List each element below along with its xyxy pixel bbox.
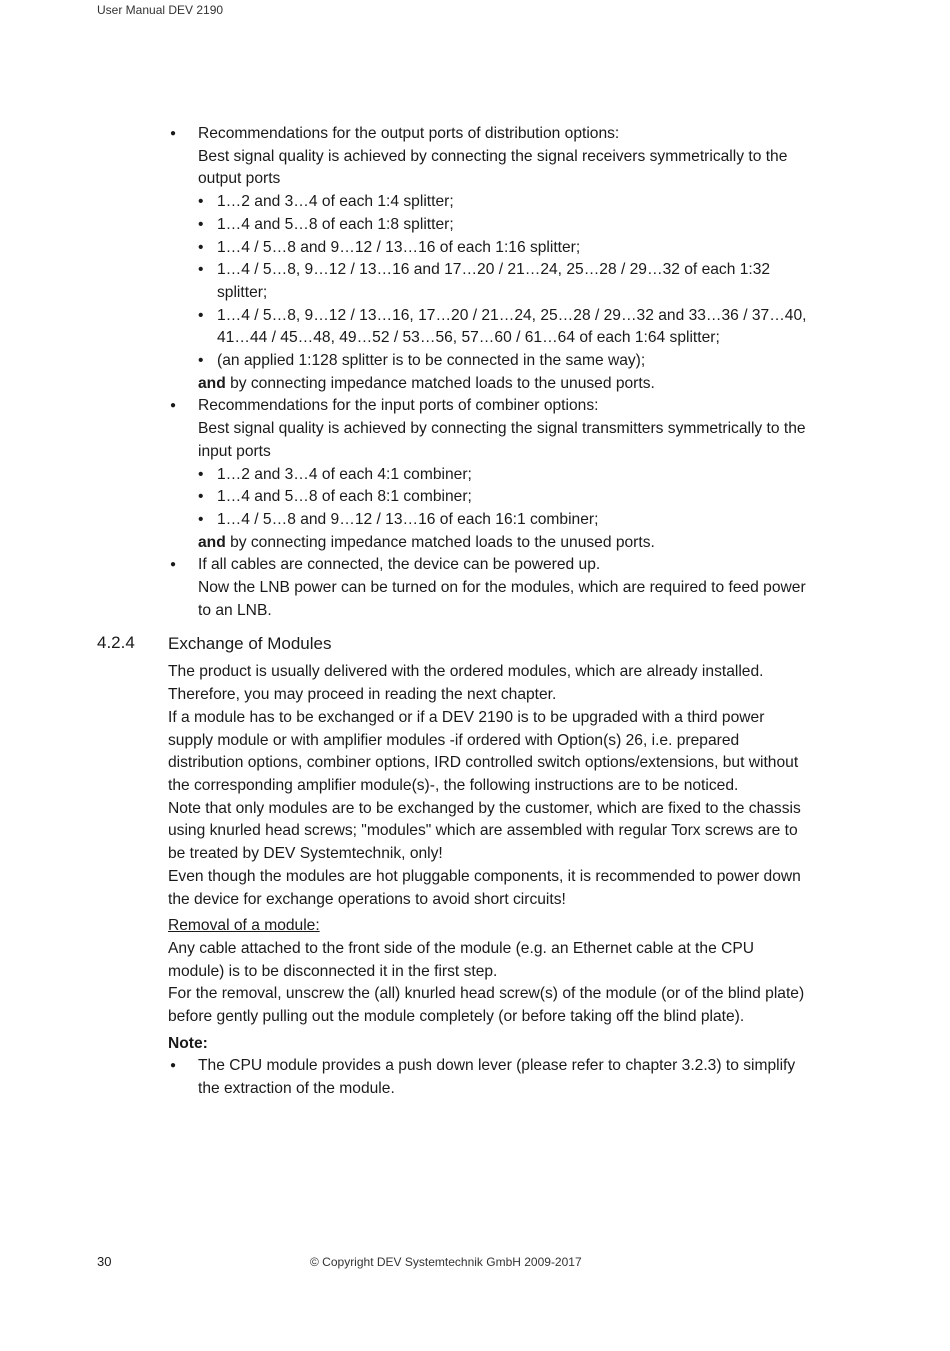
- section-title: Exchange of Modules: [168, 634, 332, 654]
- sub-item: • 1…4 and 5…8 of each 8:1 combiner;: [198, 486, 808, 509]
- item-lead: ● If all cables are connected, the device can be powered up.: [198, 556, 601, 574]
- paragraph: Even though the modules are hot pluggable components, it is recommended to power down the device for exchange operations to avoid short circuits!: [168, 867, 801, 908]
- item-and-line: [198, 373, 808, 396]
- sub-item: • 1…4 and 5…8 of each 1:8 splitter;: [198, 214, 808, 237]
- item-description: Best signal quality is achieved by connecting the signal receivers symmetrically to the output ports: [198, 147, 788, 188]
- splitter-sublist: [198, 191, 808, 373]
- running-header: User Manual DEV 2190: [97, 3, 224, 17]
- sub-item: • 1…4 / 5…8 and 9…12 / 13…16 of each 1:16 splitter;: [198, 237, 808, 260]
- and-bold: and: [198, 374, 226, 392]
- sub-item: • 1…2 and 3…4 of each 1:4 splitter;: [198, 191, 808, 214]
- sub-item: • 1…2 and 3…4 of each 4:1 combiner;: [198, 464, 808, 487]
- item-lead: ● Recommendations for the input ports of combiner options:: [198, 397, 599, 415]
- section-number: 4.2.4: [97, 633, 135, 653]
- item-description: Now the LNB power can be turned on for the modules, which are required to feed power to an LNB.: [198, 579, 806, 619]
- item-and-line: [198, 532, 808, 555]
- item-lead: ● Recommendations for the output ports of distribution options:: [198, 125, 620, 142]
- paragraph: For the removal, unscrew the (all) knurled head screw(s) of the module (or of the blind plate) before gently pulling out the module completely (or before taking off the blind plate).: [168, 985, 805, 1026]
- combiner-sublist: [198, 464, 808, 532]
- list-item-output-ports: [168, 123, 808, 395]
- list-item-input-ports: [168, 395, 808, 554]
- section-exchange-of-modules: [97, 632, 808, 1100]
- and-rest: by connecting impedance matched loads to the unused ports.: [225, 533, 655, 551]
- note-item: ● The CPU module provides a push down lever (please refer to chapter 3.2.3) to simplify the extraction of the module.: [168, 1055, 808, 1100]
- recommendation-list: [168, 123, 808, 622]
- and-bold: and: [198, 533, 226, 551]
- copyright-notice: © Copyright DEV Systemtechnik GmbH 2009-2017: [310, 1255, 582, 1269]
- and-rest: by connecting impedance matched loads to the unused ports.: [225, 374, 655, 392]
- sub-item: • 1…4 / 5…8 and 9…12 / 13…16 of each 16:1 combiner;: [198, 509, 808, 532]
- removal-heading: Removal of a module:: [168, 917, 320, 935]
- paragraph: If a module has to be exchanged or if a DEV 2190 is to be upgraded with a third power supply module or with amplifier modules -if ordered with Option(s) 26, i.e. prepared distribution options, combiner options, IRD controlled switch options/extensions, but without the corresponding amplifier module(s)-, the following instructions are to be noticed.: [168, 708, 799, 794]
- page-number: 30: [97, 1254, 112, 1269]
- item-description: Best signal quality is achieved by connecting the signal transmitters symmetrically to the input ports: [198, 420, 806, 460]
- sub-item: • (an applied 1:128 splitter is to be connected in the same way);: [198, 350, 808, 373]
- sub-item: • 1…4 / 5…8, 9…12 / 13…16, 17…20 / 21…24, 25…28 / 29…32 and 33…36 / 37…40, 41…44 / 45…48, 49…52 / 53…56, 57…60 / 61…64 of each 1:64 splitter;: [198, 305, 808, 350]
- page-content: [97, 123, 808, 1101]
- note-list: [168, 1055, 808, 1100]
- paragraph: Any cable attached to the front side of the module (e.g. an Ethernet cable at the CPU module) is to be disconnected it in the first step.: [168, 939, 754, 980]
- list-item-power-up: [168, 554, 808, 622]
- paragraph: The product is usually delivered with the ordered modules, which are already installed. Therefore, you may proceed in reading the next chapter.: [168, 663, 764, 704]
- note-label: Note:: [168, 1034, 208, 1052]
- sub-item: • 1…4 / 5…8, 9…12 / 13…16 and 17…20 / 21…24, 25…28 / 29…32 of each 1:32 splitter;: [198, 259, 808, 304]
- paragraph: Note that only modules are to be exchanged by the customer, which are fixed to the chassis using knurled head screws; "modules" which are assembled with regular Torx screws are to be treated by DEV Systemtechnik, only!: [168, 799, 801, 863]
